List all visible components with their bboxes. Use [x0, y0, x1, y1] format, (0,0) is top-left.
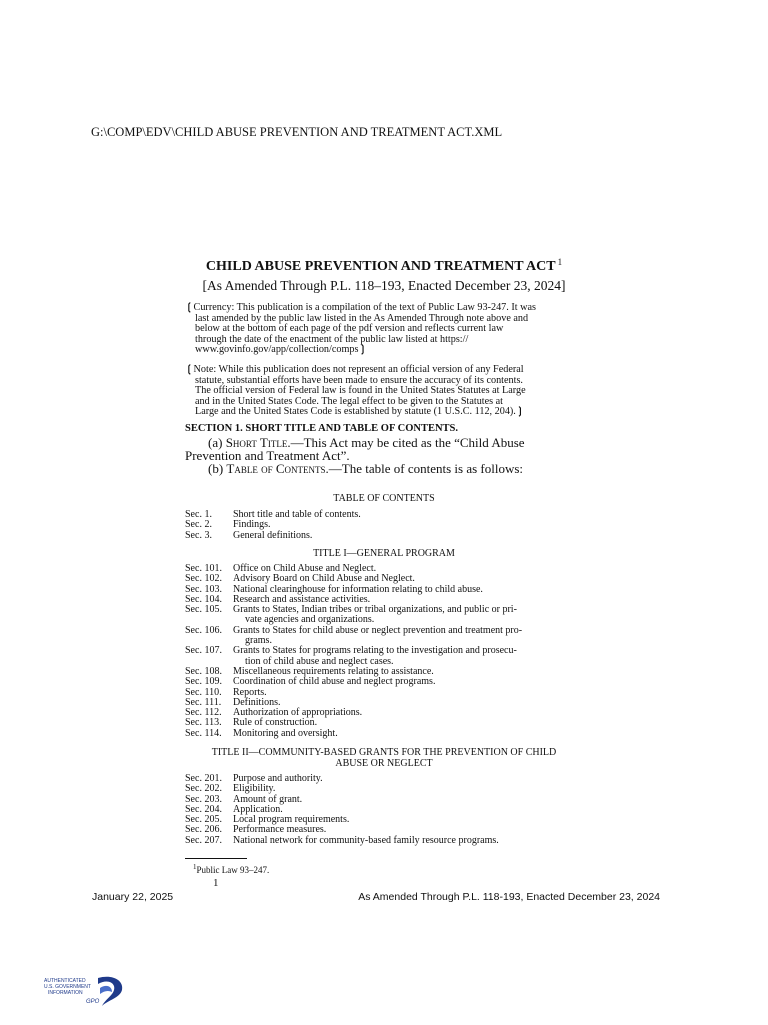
toc-entry[interactable]: Sec. 102. Advisory Board on Child Abuse and Neglect. [185, 573, 415, 585]
document-title: CHILD ABUSE PREVENTION AND TREATMENT ACT $^1$ [205, 257, 563, 274]
svg-text:AUTHENTICATED: AUTHENTICATED [44, 978, 86, 984]
footer-date: January 22, 2025 [92, 891, 174, 903]
amended-line: [As Amended Through P.L. 118–193, Enacted December 23, 2024] [202, 278, 566, 293]
toc-entry[interactable]: Sec. 203. Amount of grant. [185, 793, 303, 805]
document-path: G:\COMP\EDV\CHILD ABUSE PREVENTION AND TREATMENT ACT.XML [91, 125, 503, 139]
short-title-paragraph: (a) Short Title.—This Act may be cited as the “Child Abuse [208, 435, 525, 450]
toc-title-2-list [185, 774, 585, 846]
svg-text:INFORMATION: INFORMATION [48, 990, 83, 996]
eagle-logo-icon [42, 972, 132, 1020]
short-title-paragraph-cont: Prevention and Treatment Act”. [185, 448, 350, 463]
official-version-note: ❲Note: While this publication does not represent an official version of any Federal statute, substantial efforts have been made to ensure the accuracy of its contents. The official version of Federal law is found in the United States Statutes at Large and in the United States Code. The legal effect to be given to the Statutes at Large and the United States Code is established by statute (1 U.S.C. 112, 204).❳ [185, 364, 526, 417]
toc-entry[interactable]: Sec. 108. Miscellaneous requirements relating to assistance. [185, 665, 434, 677]
gpo-authentication-logo [42, 972, 132, 1020]
toc-entry[interactable]: Sec. 114. Monitoring and oversight. [185, 727, 338, 739]
toc-entry[interactable]: Sec. 101. Office on Child Abuse and Neglect. [185, 563, 377, 574]
toc-entry[interactable]: Sec. 106. Grants to States for child abuse or neglect prevention and treatment pro- grams. [185, 624, 523, 647]
page-number: 1 [213, 877, 219, 889]
toc-title-2-heading: TITLE II—COMMUNITY-BASED GRANTS FOR THE PREVENTION OF CHILD [211, 747, 557, 758]
toc-entry[interactable]: Sec. 205. Local program requirements. [185, 814, 350, 826]
toc-title-1-list [185, 564, 585, 739]
toc-entry[interactable]: Sec. 105. Grants to States, Indian tribes or tribal organizations, and public or pri- vate agencies and organizations. [185, 604, 517, 626]
toc-heading: TABLE OF CONTENTS [333, 493, 435, 504]
toc-entry[interactable]: Sec. 107. Grants to States for programs relating to the investigation and prosecu- tion of child abuse and neglect cases. [185, 645, 517, 667]
section-1-heading: SECTION 1. SHORT TITLE AND TABLE OF CONTENTS. [185, 423, 459, 434]
toc-entry[interactable]: Sec. 201. Purpose and authority. [185, 773, 323, 784]
toc-entry[interactable]: Sec. 206. Performance measures. [185, 824, 327, 836]
footnote: $^1$Public Law 93–247. [193, 863, 270, 875]
svg-text:GPO: GPO [86, 999, 100, 1005]
toc-entry[interactable]: Sec. 3. General definitions. [185, 529, 313, 541]
toc-entry[interactable]: Sec. 110. Reports. [185, 686, 267, 698]
toc-entry[interactable]: Sec. 2. Findings. [185, 519, 271, 531]
toc-entry[interactable]: Sec. 104. Research and assistance activities. [185, 593, 371, 605]
toc-entry[interactable]: Sec. 109. Coordination of child abuse and neglect programs. [185, 676, 436, 688]
title-footnote-mark[interactable]: 1 [557, 257, 563, 267]
toc-entry[interactable]: Sec. 204. Application. [185, 803, 283, 815]
toc-title-2-heading-cont: ABUSE OR NEGLECT [335, 758, 433, 769]
toc-entry[interactable]: Sec. 103. National clearinghouse for information relating to child abuse. [185, 583, 483, 595]
toc-entry[interactable]: Sec. 112. Authorization of appropriations. [185, 707, 363, 719]
footnote-divider [185, 858, 247, 859]
svg-text:U.S. GOVERNMENT: U.S. GOVERNMENT [44, 984, 91, 990]
toc-general-list [185, 510, 585, 541]
toc-entry[interactable]: Sec. 113. Rule of construction. [185, 717, 318, 729]
toc-intro-paragraph: (b) Table of Contents.—The table of contents is as follows: [208, 461, 524, 476]
currency-note: ❲Currency: This publication is a compilation of the text of Public Law 93-247. It was last amended by the public law listed in the As Amended Through note above and below at the bottom of each page of the pdf version and reflects current law through the date of the enactment of the public law listed at https:// www.govinfo.gov/app/collection/comps❳ [185, 302, 536, 355]
footer-amended-through: As Amended Through P.L. 118-193, Enacted December 23, 2024 [358, 891, 660, 903]
toc-entry[interactable]: Sec. 202. Eligibility. [185, 783, 276, 795]
toc-entry[interactable]: Sec. 111. Definitions. [185, 696, 281, 708]
toc-entry[interactable]: Sec. 1. Short title and table of contents. [185, 509, 361, 520]
toc-entry[interactable]: Sec. 207. National network for community-based family resource programs. [185, 834, 499, 846]
toc-title-1-heading: TITLE I—GENERAL PROGRAM [313, 548, 455, 559]
